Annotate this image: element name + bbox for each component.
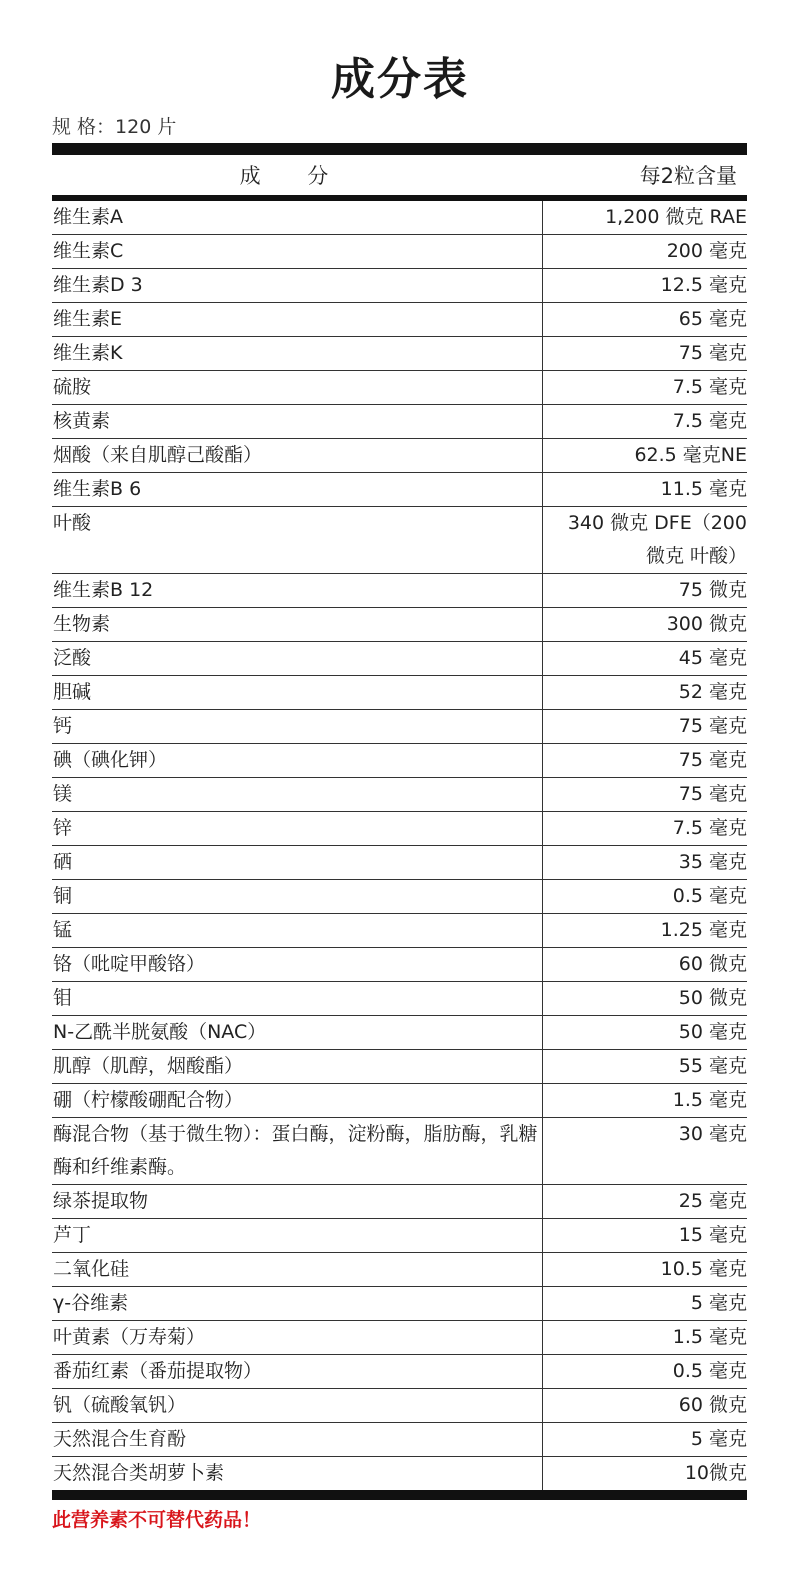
- ingredient-name: 维生素B 12: [52, 574, 543, 607]
- ingredient-name: 肌醇（肌醇，烟酸酯）: [52, 1050, 543, 1083]
- ingredient-amount: 50 微克: [678, 987, 747, 1009]
- table-row: [52, 1287, 747, 1321]
- table-row: [52, 405, 747, 439]
- ingredient-name: 烟酸（来自肌醇己酸酯）: [52, 439, 543, 472]
- table-row: [52, 778, 747, 812]
- ingredient-amount: 0.5 毫克: [672, 885, 747, 907]
- table-row: [52, 1050, 747, 1084]
- ingredient-name: 番茄红素（番茄提取物）: [52, 1355, 543, 1388]
- header-amount: 每2粒含量: [639, 164, 737, 188]
- table-row: [52, 880, 747, 914]
- table-row: [52, 676, 747, 710]
- table-row: [52, 303, 747, 337]
- ingredient-name: 碘（碘化钾）: [52, 744, 543, 777]
- ingredient-amount: 7.5 毫克: [672, 817, 747, 839]
- table-top-rule: [52, 143, 747, 155]
- ingredient-amount: 11.5 毫克: [660, 478, 747, 500]
- table-row: [52, 439, 747, 473]
- ingredient-name: 硫胺: [52, 371, 543, 404]
- table-row: [52, 1185, 747, 1219]
- table-row: [52, 914, 747, 948]
- table-bottom-rule: [52, 1490, 747, 1500]
- page-title: 成分表: [331, 54, 469, 105]
- ingredient-name: 二氧化硅: [52, 1253, 543, 1286]
- table-row: [52, 846, 747, 880]
- table-row: [52, 574, 747, 608]
- table-row: [52, 608, 747, 642]
- ingredient-name: 铜: [52, 880, 543, 913]
- ingredient-name: 维生素D 3: [52, 269, 543, 302]
- ingredient-amount: 62.5 毫克NE: [634, 444, 747, 466]
- ingredient-amount: 5 毫克: [690, 1428, 747, 1450]
- ingredient-name: 维生素E: [52, 303, 543, 336]
- ingredient-name: 叶酸: [52, 507, 543, 573]
- table-row: [52, 710, 747, 744]
- ingredient-amount: 1,200 微克 RAE: [605, 206, 747, 228]
- ingredient-name: 核黄素: [52, 405, 543, 438]
- ingredient-amount: 10微克: [684, 1462, 747, 1484]
- ingredient-name: 生物素: [52, 608, 543, 641]
- ingredient-name: 泛酸: [52, 642, 543, 675]
- ingredient-amount: 10.5 毫克: [660, 1258, 747, 1280]
- ingredient-amount: 75 毫克: [678, 783, 747, 805]
- ingredient-amount: 340 微克 DFE（200 微克 叶酸）: [567, 512, 747, 567]
- ingredient-name: 维生素C: [52, 235, 543, 268]
- ingredient-name: 镁: [52, 778, 543, 811]
- ingredient-name: 钼: [52, 982, 543, 1015]
- table-row: [52, 1253, 747, 1287]
- ingredient-amount: 45 毫克: [678, 647, 747, 669]
- warning-note: 此营养素不可替代药品！: [52, 1509, 262, 1531]
- ingredients-table: [52, 143, 747, 1500]
- ingredient-amount: 7.5 毫克: [672, 410, 747, 432]
- ingredient-amount: 1.25 毫克: [660, 919, 747, 941]
- ingredient-amount: 300 微克: [666, 613, 747, 635]
- table-row: [52, 235, 747, 269]
- ingredient-amount: 30 毫克: [678, 1123, 747, 1145]
- ingredient-name: γ-谷维素: [52, 1287, 543, 1320]
- ingredient-name: 芦丁: [52, 1219, 543, 1252]
- ingredient-amount: 75 毫克: [678, 715, 747, 737]
- table-row: [52, 744, 747, 778]
- spec-label: 规 格：120 片: [52, 116, 177, 138]
- ingredient-amount: 15 毫克: [678, 1224, 747, 1246]
- ingredient-name: 胆碱: [52, 676, 543, 709]
- ingredient-name: 天然混合生育酚: [52, 1423, 543, 1456]
- table-row: [52, 812, 747, 846]
- header-ingredient: 成 分: [239, 164, 349, 188]
- ingredient-name: N-乙酰半胱氨酸（NAC）: [52, 1016, 543, 1049]
- ingredient-amount: 50 毫克: [678, 1021, 747, 1043]
- ingredient-amount: 60 微克: [678, 1394, 747, 1416]
- ingredient-name: 硼（柠檬酸硼配合物）: [52, 1084, 543, 1117]
- ingredient-name: 绿茶提取物: [52, 1185, 543, 1218]
- ingredient-amount: 1.5 毫克: [672, 1326, 747, 1348]
- table-row: [52, 473, 747, 507]
- table-row: [52, 269, 747, 303]
- table-row: [52, 1355, 747, 1389]
- table-body: [52, 201, 747, 1490]
- ingredient-amount: 60 微克: [678, 953, 747, 975]
- table-row: [52, 1423, 747, 1457]
- table-row: [52, 507, 747, 574]
- ingredient-name: 锌: [52, 812, 543, 845]
- ingredient-name: 铬（吡啶甲酸铬）: [52, 948, 543, 981]
- ingredient-name: 天然混合类胡萝卜素: [52, 1457, 543, 1490]
- table-row: [52, 982, 747, 1016]
- table-row: [52, 1084, 747, 1118]
- ingredient-amount: 200 毫克: [666, 240, 747, 262]
- ingredient-amount: 35 毫克: [678, 851, 747, 873]
- ingredient-amount: 25 毫克: [678, 1190, 747, 1212]
- table-row: [52, 337, 747, 371]
- ingredient-amount: 12.5 毫克: [660, 274, 747, 296]
- ingredient-name: 锰: [52, 914, 543, 947]
- table-row: [52, 642, 747, 676]
- ingredient-amount: 75 毫克: [678, 749, 747, 771]
- table-row: [52, 371, 747, 405]
- ingredient-name: 叶黄素（万寿菊）: [52, 1321, 543, 1354]
- ingredient-amount: 75 微克: [678, 579, 747, 601]
- ingredient-name: 硒: [52, 846, 543, 879]
- ingredient-amount: 75 毫克: [678, 342, 747, 364]
- ingredient-amount: 5 毫克: [690, 1292, 747, 1314]
- table-row: [52, 1219, 747, 1253]
- table-row: [52, 1389, 747, 1423]
- table-row: [52, 1457, 747, 1490]
- ingredient-amount: 0.5 毫克: [672, 1360, 747, 1382]
- ingredient-name: 钙: [52, 710, 543, 743]
- table-row: [52, 1118, 747, 1185]
- ingredient-name: 维生素K: [52, 337, 543, 370]
- table-row: [52, 948, 747, 982]
- table-row: [52, 1016, 747, 1050]
- table-row: [52, 1321, 747, 1355]
- table-row: [52, 201, 747, 235]
- ingredient-name: 钒（硫酸氧钒）: [52, 1389, 543, 1422]
- ingredient-name: 酶混合物（基于微生物）：蛋白酶，淀粉酶，脂肪酶，乳糖酶和纤维素酶。: [52, 1118, 543, 1184]
- ingredient-name: 维生素A: [52, 201, 543, 234]
- ingredient-amount: 1.5 毫克: [672, 1089, 747, 1111]
- ingredient-amount: 7.5 毫克: [672, 376, 747, 398]
- ingredient-amount: 65 毫克: [678, 308, 747, 330]
- table-header: [52, 155, 747, 195]
- ingredient-amount: 55 毫克: [678, 1055, 747, 1077]
- ingredient-amount: 52 毫克: [678, 681, 747, 703]
- ingredient-name: 维生素B 6: [52, 473, 543, 506]
